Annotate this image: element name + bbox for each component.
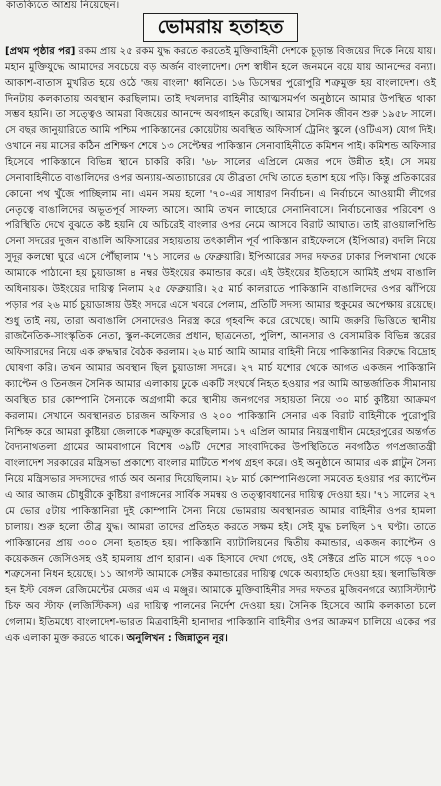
headline-container xyxy=(4,13,437,42)
article-body-text: রকম প্রায় ২৫ রকম যুদ্ধ করতে করতেই মুক্তিবাহিনী দেশকে চূড়ান্ত বিজয়ের দিকে নিয়ে যায়। মহান মুক্তিযুদ্ধে আমাদের সবচেয়ে বড় অর্জন বাংলাদেশ। দেশ স্বাধীন হলে জনমনে বয়ে যায় আনন্দের বন্যা। আকাশ-বাতাস মুখরিত হয়ে ওঠে 'জয় বাংলা' ধ্বনিতে। ১৬ ডিসেম্বর পুরোপুরি শত্রুমুক্ত হয় বাংলাদেশ। ওই দিনটায় কলকাতায় অবস্থান করছিলাম। তাই দখলদার বাহিনীর আত্মসমর্পণ অনুষ্ঠানে আমার উপস্থিত থাকা সম্ভব হয়নি। তা সত্ত্বেও আমরা বিজয়ের আনন্দে অবগাহন করেছি। আমার সৈনিক জীবন শুরু ১৯৫৮ সালে। সে বছর জানুয়ারিতে আমি পশ্চিম পাকিস্তানের কোয়েটায় অবস্থিত অফিসার্স ট্রেনিং স্কুলে (ওটিএস) যোগ দিই। ওখানে নয় মাসের কঠিন প্রশিক্ষণ শেষে ১৩ সেপ্টেম্বর পাকিস্তান সেনাবাহিনীতে কমিশন পাই। কমিশন্ড অফিসার হিসেবে পাকিস্তানে বিভিন্ন স্থানে চাকরি করি। '৬৮ সালের এপ্রিলে মেজর পদে উন্নীত হই। সে সময় সেনাবাহিনীতে বাঙালিদের ওপর অন্যায়-অত্যাচারের যে তীব্রতা দেখি তাতে হতাশ হয়ে পড়ি। কিন্তু প্রতিকারের কোনো পথ খুঁজে পাচ্ছিলাম না। এমন সময় হলো '৭০-এর সাধারণ নির্বাচন। এ নির্বাচনে আওয়ামী লীগের নেতৃত্বে বাঙালিদের অভূতপূর্ব সাফল্য আসে। আমি তখন লাহোরে সেনানিবাসে। নির্বাচনোত্তর পরিবেশ ও পরিস্থিতি দেখে বুঝতে কষ্ট হয়নি যে অচিরেই বাংলার ওপর নেমে আসবে বিরাট আঘাত। তাই রাওয়ালপিন্ডি সেনা সদরের দুজন বাঙালি অফিসারের সহায়তায় তৎকালীন পূর্ব পাকিস্তান রাইফেলসে (ইপিআর) বদলি নিয়ে সুদূর কলম্বো ঘুরে এসে পৌঁছালাম '৭১ সালের ৬ ফেব্রুয়ারি। ইপিআরের সদর দফতর ঢাকার পিলখানা থেকে আমাকে পাঠানো হয় চুয়াডাঙ্গা ৪ নম্বর উইংয়ের কমান্ডার করে। এই উইংয়ের ইতিহাসে আমিই প্রথম বাঙালি অধিনায়ক। উইংয়ের দায়িত্ব নিলাম ২৫ ফেব্রুয়ারি। ২৫ মার্চ কালরাতে পাকিস্তানি বাঙালিদের ওপর ঝাঁপিয়ে পড়ার পর ২৬ মার্চ চুয়াডাঙ্গায় উইং সদরে এসে খবরে পেলাম, প্রতিটি সদস্য আমার হুকুমের অপেক্ষায় রয়েছে। শুধু তাই নয়, তারা অবাঙালি সেনাদেরও নিরস্ত্র করে গৃহবন্দি করে রেখেছে। আমি জরুরি ভিত্তিতে স্থানীয় রাজনৈতিক-সাংস্কৃতিক নেতা, স্কুল-কলেজের প্রধান, ছাত্রনেতা, পুলিশ, আনসার ও বেসামরিক বিভিন্ন স্তরের অফিসারদের নিয়ে এক রুদ্ধদ্বার বৈঠক করলাম। ২৬ মার্চ আমি আমার বাহিনী নিয়ে পাকিস্তানির বিরুদ্ধে বিদ্রোহ ঘোষণা করি। তখন আমার অবস্থান ছিল চুয়াডাঙ্গা সদরে। ২৭ মার্চ যশোর থেকে আগত একজন পাকিস্তানি ক্যাপ্টেন ও তিনজন সৈনিক আমার এলাকায় ঢুকে একটি সংঘর্ষে নিহত হওয়ার পর আমি আন্তর্জাতিক সীমানায় অবস্থিত চার কোম্পানি সৈন্যকে অগ্রগামী করে স্থানীয় জনগণের সহায়তা নিয়ে ৩০ মার্চ কুষ্টিয়া আক্রমণ করলাম। সেখানে অবস্থানরত চারজন অফিসার ও ২০০ পাকিস্তানি সেনার এক বিরাট বাহিনীকে পুরোপুরি নিশ্চিহ্ন করে আমরা কুষ্টিয়া জেলাকে শত্রুমুক্ত করেছিলাম। ১৭ এপ্রিল আমার নিয়ন্ত্রণাধীন মেহেরপুরের অন্তর্গত বৈদ্যনাথতলা গ্রামের আমবাগানে বিশেষ ৩৯টি দেশের সাংবাদিকের উপস্থিতিতে নবগঠিত গণপ্রজাতন্ত্রী বাংলাদেশ সরকারের মন্ত্রিসভা প্রকাশ্যে বাংলার মাটিতে শপথ গ্রহণ করে। ওই অনুষ্ঠানে আমার এক প্লাটুন সৈন্য নিয়ে মন্ত্রিসভার সদস্যদের গার্ড অব অনার দিয়েছিলাম। ২৮ মার্চ কোম্পানিগুলো সমবেত হওয়ার পর ক্যাপ্টেন এ আর আজম চৌধুরীকে কুষ্টিয়া রণাঙ্গনের সার্বিক সমন্বয় ও তত্ত্বাবধানের দায়িত্ব দেওয়া হয়। '৭১ সালের ২৭ মে ভোর ৫টায় পাকিস্তানিরা দুই কোম্পানি সৈন্য নিয়ে ভোমরায় অবস্থানরত আমার বাহিনীর ওপর হামলা চালায়। শুরু হলো তীব্র যুদ্ধ। আমরা তাদের প্রতিহত করতে সক্ষম হই। সেই যুদ্ধ চলছিল ১৭ ঘণ্টা। তাতে পাকিস্তানের প্রায় ৩০০ সেনা হতাহত হয়। পাকিস্তানি ব্যাটালিয়নের দ্বিতীয় কমান্ডার, একজন ক্যাপ্টেন ও কয়েকজন জেসিওসহ ওই হামলায় প্রাণ হারান। এক হিসাবে দেখা গেছে, ওই সেক্টরে প্রতি মাসে গড়ে ৭০০ শত্রুসেনা নিধন হয়েছে। ১১ আগস্ট আমাকে সেক্টর কমান্ডারের দায়িত্ব থেকে অব্যাহতি দেওয়া হয়। স্থলাভিষিক্ত হন ইস্ট বেঙ্গল রেজিমেন্টের মেজর এম এ মঞ্জুর। আমাকে মুক্তিবাহিনীর সদর দফতর মুজিবনগরে অ্যাসিস্ট্যান্ট চিফ অব স্টাফ (লজিস্টিকস) এর দায়িত্ব পালনের নির্দেশ দেওয়া হয়। সৈনিক হিসেবে আমি কলকাতা চলে গেলাম। ইতিমধ্যে বাংলাদেশ-ভারত মিত্রবাহিনী হানাদার পাকিস্তানি বাহিনীর ওপর আক্রমণ চালিয়ে একের পর এক এলাকা মুক্ত করতে থাকে। xyxy=(5,46,436,644)
article-headline: ভোমরায় হতাহত xyxy=(143,13,299,42)
article-byline: অনুলিখন : জিন্নাতুন নূর। xyxy=(126,632,228,644)
article-body xyxy=(5,44,436,647)
previous-article-tail: কাতক্যিতে আশ্রয় নিয়েছেন। xyxy=(6,0,120,11)
continued-from-label: [প্রথম পৃষ্ঠার পর] xyxy=(5,46,76,57)
